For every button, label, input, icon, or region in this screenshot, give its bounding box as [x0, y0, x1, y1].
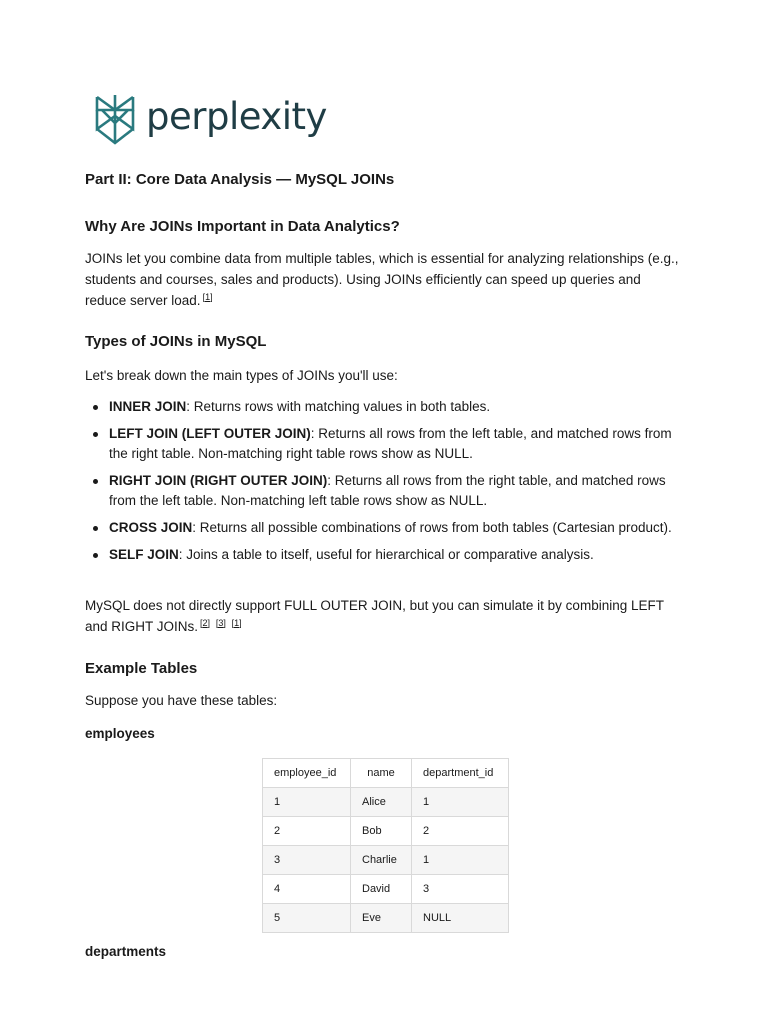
- perplexity-logo-icon: [93, 93, 137, 145]
- table-cell: 5: [263, 904, 351, 933]
- join-desc: : Returns all possible combinations of rows from both tables (Cartesian product).: [192, 520, 672, 535]
- join-types-list: [85, 397, 685, 572]
- employees-table: [262, 758, 509, 933]
- table-cell: 1: [412, 846, 509, 875]
- table-cell: 2: [263, 817, 351, 846]
- citation-link[interactable]: [1]: [231, 617, 242, 628]
- table-row: [263, 846, 509, 875]
- list-item: [85, 518, 685, 538]
- join-term: RIGHT JOIN (RIGHT OUTER JOIN): [109, 473, 328, 488]
- logo: [93, 93, 327, 145]
- join-term: SELF JOIN: [109, 547, 179, 562]
- section-heading-why-joins: Why Are JOINs Important in Data Analytics?: [85, 218, 400, 235]
- section-body-text: JOINs let you combine data from multiple tables, which is essential for analyzing relationships (e.g., students and courses, sales and products). Using JOINs efficiently can speed up queries and reduce server load.: [85, 251, 679, 308]
- table-cell: Charlie: [351, 846, 412, 875]
- join-term: LEFT JOIN (LEFT OUTER JOIN): [109, 426, 311, 441]
- note-text: MySQL does not directly support FULL OUTER JOIN, but you can simulate it by combining LEFT and RIGHT JOINs.: [85, 598, 664, 634]
- table-header-row: [263, 759, 509, 788]
- table-cell: 1: [412, 788, 509, 817]
- table-cell: 2: [412, 817, 509, 846]
- table-cell: Alice: [351, 788, 412, 817]
- table-cell: Bob: [351, 817, 412, 846]
- example-tables-intro: Suppose you have these tables:: [85, 693, 278, 708]
- table-row: [263, 904, 509, 933]
- join-types-intro: Let's break down the main types of JOINs you'll use:: [85, 368, 398, 383]
- employees-table-label: employees: [85, 726, 155, 741]
- column-header: employee_id: [263, 759, 351, 788]
- join-term: CROSS JOIN: [109, 520, 193, 535]
- citation-link[interactable]: [2]: [200, 617, 211, 628]
- section-heading-example-tables: Example Tables: [85, 660, 198, 677]
- table-cell: 3: [412, 875, 509, 904]
- brand-name: perplexity: [146, 94, 327, 138]
- list-item: [85, 424, 685, 464]
- join-desc: : Returns all rows from the right table, and matched rows from the left table. Non-matching left table rows show as NULL.: [109, 473, 666, 508]
- part-title: Part II: Core Data Analysis — MySQL JOINs: [85, 171, 395, 188]
- section-body-why-joins: [85, 248, 685, 311]
- table-cell: NULL: [412, 904, 509, 933]
- citation-link[interactable]: [3]: [215, 617, 226, 628]
- table-cell: 4: [263, 875, 351, 904]
- departments-table-label: departments: [85, 944, 167, 959]
- join-term: INNER JOIN: [109, 399, 187, 414]
- list-item: [85, 471, 685, 511]
- join-desc: : Joins a table to itself, useful for hierarchical or comparative analysis.: [178, 547, 594, 562]
- table-row: [263, 817, 509, 846]
- citation-link[interactable]: [1]: [202, 291, 213, 302]
- table-cell: 1: [263, 788, 351, 817]
- column-header: name: [351, 759, 412, 788]
- column-header: department_id: [412, 759, 509, 788]
- table-row: [263, 875, 509, 904]
- table-row: [263, 788, 509, 817]
- table-cell: 3: [263, 846, 351, 875]
- full-outer-join-note: [85, 595, 685, 637]
- join-desc: : Returns all rows from the left table, and matched rows from the right table. Non-matching right table rows show as NULL.: [109, 426, 672, 461]
- table-cell: David: [351, 875, 412, 904]
- section-heading-join-types: Types of JOINs in MySQL: [85, 333, 267, 350]
- table-cell: Eve: [351, 904, 412, 933]
- list-item: [85, 397, 685, 417]
- join-desc: : Returns rows with matching values in both tables.: [186, 399, 491, 414]
- list-item: [85, 545, 685, 565]
